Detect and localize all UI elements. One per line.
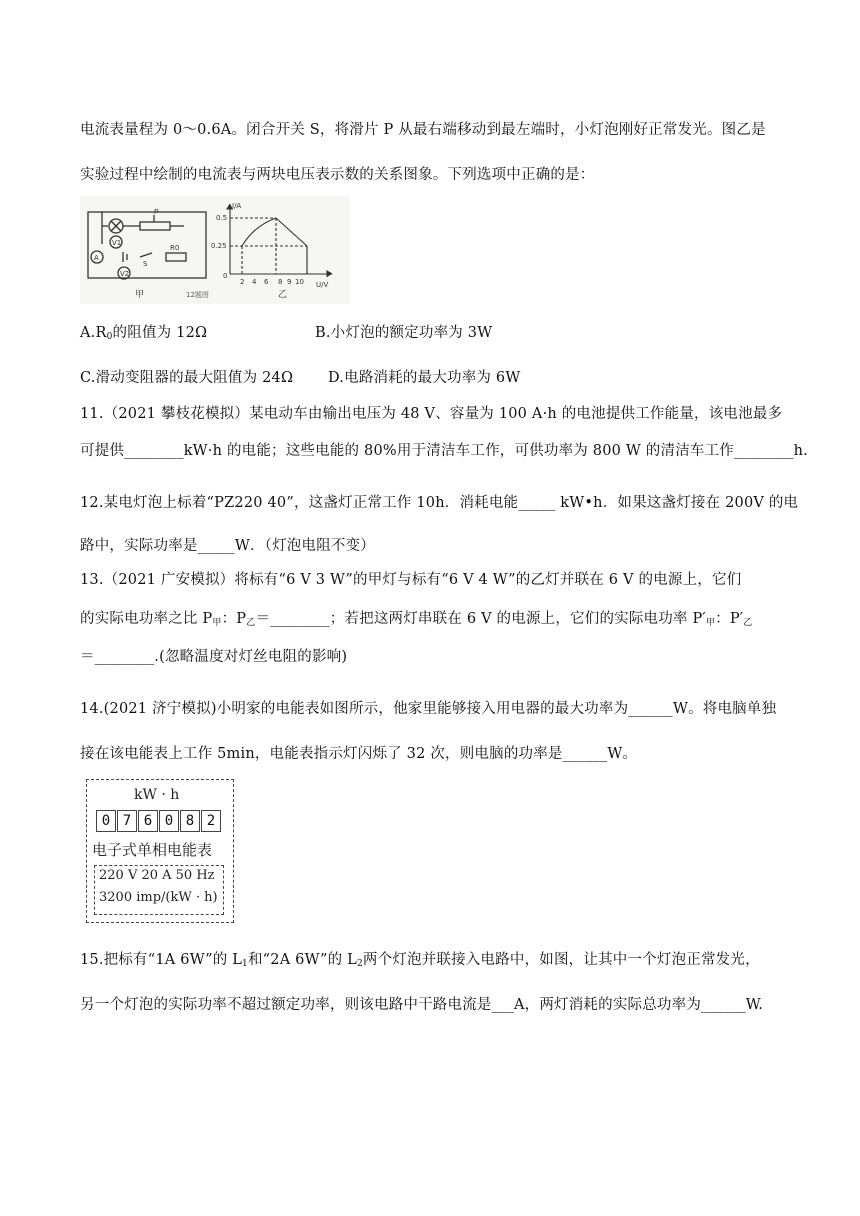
graph-x-tick-10: 10 [295, 278, 304, 286]
q10-option-c: C.滑动变阻器的最大阻值为 24Ω [80, 370, 294, 386]
meter-unit: kW · h [134, 787, 180, 803]
graph-x-tick-8: 8 [278, 278, 283, 286]
q12-text-line-1: 12.某电灯泡上标着“PZ220 40”，这盏灯正常工作 10h．消耗电能_____ kW•h．如果这盏灯接在 200V 的电 [80, 495, 799, 511]
graph-y-tick-0-25: 0.25 [211, 242, 227, 250]
q10-option-d: D.电路消耗的最大功率为 6W [328, 370, 521, 386]
meter-spec-rating: 220 V 20 A 50 Hz [99, 868, 215, 883]
q10-option-b: B.小灯泡的额定功率为 3W [315, 325, 493, 341]
q10-text-line-1: 电流表量程为 0～0.6A。闭合开关 S，将滑片 P 从最右端移动到最左端时，小灯泡刚好正常发光。图乙是 [80, 122, 766, 138]
graph-x-tick-4: 4 [252, 278, 257, 286]
meter-spec-impulse: 3200 imp/(kW · h) [99, 890, 218, 905]
figure-number: 12题图 [186, 291, 209, 299]
label-s: S [143, 260, 148, 268]
meter-digit-4: 0 [159, 810, 179, 832]
graph-y-label: I/A [232, 202, 242, 210]
graph-x-tick-2: 2 [240, 278, 245, 286]
q15-text-line-2: 另一个灯泡的实际功率不超过额定功率，则该电路中干路电流是___A，两灯消耗的实际总功率为______W. [80, 997, 764, 1013]
q10-figure [80, 196, 350, 304]
q10-option-a: $A.R_0$的阻值为 12Ω [80, 325, 208, 342]
graph-y-tick-0: 0 [223, 272, 228, 280]
circuit-caption: 甲 [135, 290, 145, 300]
q15-text-line-1: 15.把标有“1A 6W”的 $L_1$和“2A 6W”的 $L_2$两个灯泡并联接入电路中，如图，让其中一个灯泡正常发光， [80, 952, 760, 969]
graph-y-tick-0-5: 0.5 [216, 214, 228, 222]
q11-text-line-1: 11.（2021 攀枝花模拟）某电动车由输出电压为 48 V、容量为 100 A·h 的电池提供工作能量，该电池最多 [80, 406, 783, 422]
q12-text-line-2: 路中，实际功率是_____W．（灯泡电阻不变） [80, 538, 376, 554]
graph-x-label: U/V [316, 281, 329, 289]
electric-meter-figure [86, 779, 236, 925]
graph-x-tick-6: 6 [264, 278, 269, 286]
label-v2: V2 [120, 270, 130, 278]
q13-text-line-1: 13.（2021 广安模拟）将标有“6 V 3 W”的甲灯与标有“6 V 4 W”的乙灯并联在 6 V 的电源上，它们 [80, 572, 742, 588]
meter-digit-2: 7 [117, 810, 137, 832]
q10-text-line-2: 实验过程中绘制的电流表与两块电压表示数的关系图象。下列选项中正确的是： [80, 167, 595, 183]
label-v1: V1 [112, 239, 122, 247]
q14-text-line-2: 接在该电能表上工作 5min，电能表指示灯闪烁了 32 次，则电脑的功率是______W。 [80, 746, 638, 762]
label-r0: R0 [170, 244, 180, 252]
graph-caption: 乙 [278, 290, 288, 300]
q13-text-line-2: 的实际电功率之比 $P_甲$：$P_乙=\_\_\_\_\_\_\_\_$；若把这两灯串联在 6 V 的电源上，它们的实际电功率 $P'_甲$：$P'_乙$ [80, 611, 753, 628]
graph-x-tick-9: 9 [287, 278, 292, 286]
meter-digit-5: 8 [180, 810, 200, 832]
meter-digit-6: 2 [201, 810, 221, 832]
q11-text-line-2: 可提供________kW·h 的电能；这些电能的 80%用于清洁车工作，可供功率为 800 W 的清洁车工作________h. [80, 443, 808, 459]
label-a: A [94, 254, 99, 262]
meter-name: 电子式单相电能表 [92, 841, 213, 859]
meter-digit-3: 6 [138, 810, 158, 832]
label-p: P [154, 208, 159, 216]
q13-text-line-3: ＝________.(忽略温度对灯丝电阻的影响) [80, 649, 348, 665]
meter-digit-1: 0 [96, 810, 116, 832]
q14-text-line-1: 14.(2021 济宁模拟)小明家的电能表如图所示，他家里能够接入用电器的最大功率为______W。将电脑单独 [80, 701, 777, 717]
